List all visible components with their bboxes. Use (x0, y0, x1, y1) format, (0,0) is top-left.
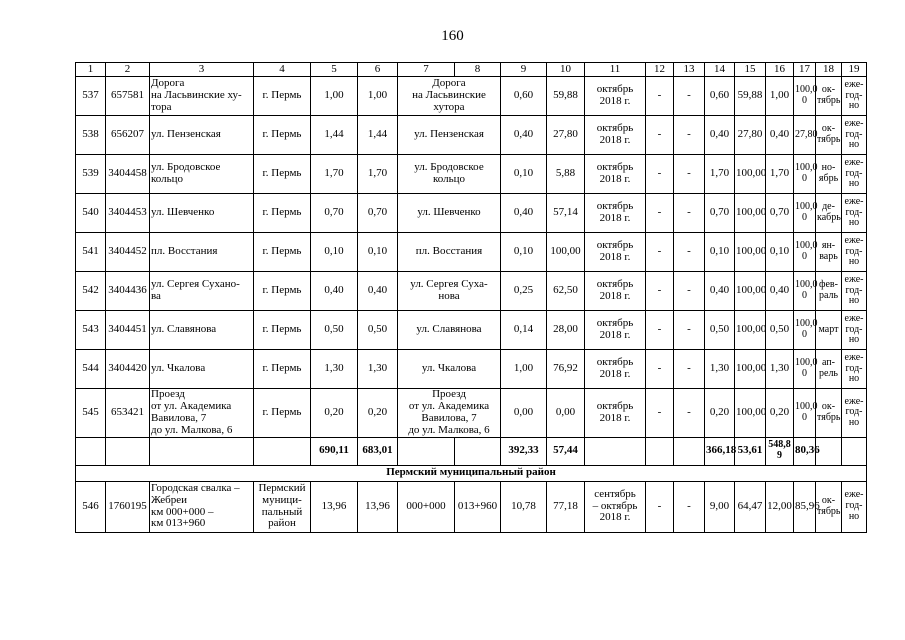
cell-c13: - (674, 194, 705, 233)
cell-c11: октябрь 2018 г. (585, 389, 646, 438)
section-title: Пермский муниципальный район (76, 465, 867, 481)
cell-c6: 1,44 (358, 116, 398, 155)
cell-c16: 12,00 (766, 481, 794, 532)
column-number-3: 3 (150, 63, 254, 77)
cell-c6: 13,96 (358, 481, 398, 532)
cell-c14: 0,50 (705, 311, 735, 350)
cell-c9: 0,10 (501, 155, 547, 194)
cell-c9: 0,25 (501, 272, 547, 311)
cell-c18: фев- раль (816, 272, 842, 311)
cell-code: 3404452 (106, 233, 150, 272)
cell-c10: 59,88 (547, 77, 585, 116)
total-c17: 80,36 (794, 437, 816, 465)
cell-c6: 1,00 (358, 77, 398, 116)
column-number-row (76, 63, 867, 77)
cell-code: 1760195 (106, 481, 150, 532)
total-empty-cell (674, 437, 705, 465)
cell-c12: - (646, 389, 674, 438)
cell-c16: 1,30 (766, 350, 794, 389)
cell-n: 543 (76, 311, 106, 350)
cell-c14: 9,00 (705, 481, 735, 532)
cell-place: г. Пермь (254, 272, 311, 311)
cell-c12: - (646, 350, 674, 389)
cell-c10: 0,00 (547, 389, 585, 438)
cell-c12: - (646, 311, 674, 350)
cell-c11: октябрь 2018 г. (585, 272, 646, 311)
cell-c10: 5,88 (547, 155, 585, 194)
cell-place: г. Пермь (254, 116, 311, 155)
cell-c17: 100,0 0 (794, 350, 816, 389)
cell-c18: март (816, 311, 842, 350)
cell-c11: октябрь 2018 г. (585, 311, 646, 350)
table-row (76, 116, 867, 155)
cell-c5: 0,70 (311, 194, 358, 233)
cell-c16: 0,20 (766, 389, 794, 438)
cell-c10: 27,80 (547, 116, 585, 155)
cell-c17: 100,0 0 (794, 389, 816, 438)
cell-c6: 1,70 (358, 155, 398, 194)
cell-c19: еже- год- но (842, 116, 867, 155)
cell-n: 538 (76, 116, 106, 155)
cell-c16: 1,00 (766, 77, 794, 116)
cell-c15: 100,00 (735, 311, 766, 350)
cell-c18: де- кабрь (816, 194, 842, 233)
cell-c19: еже- год- но (842, 155, 867, 194)
cell-c9: 10,78 (501, 481, 547, 532)
cell-c18: ок- тябрь (816, 389, 842, 438)
cell-code: 657581 (106, 77, 150, 116)
cell-n: 545 (76, 389, 106, 438)
total-empty-cell (646, 437, 674, 465)
cell-c16: 0,40 (766, 272, 794, 311)
cell-c5: 13,96 (311, 481, 358, 532)
total-row (76, 437, 867, 465)
cell-c18: ян- варь (816, 233, 842, 272)
cell-c14: 0,20 (705, 389, 735, 438)
cell-c14: 0,60 (705, 77, 735, 116)
cell-c13: - (674, 233, 705, 272)
cell-c14: 1,70 (705, 155, 735, 194)
cell-c17: 100,0 0 (794, 155, 816, 194)
cell-c78: ул. Бродовское кольцо (398, 155, 501, 194)
cell-c17: 100,0 0 (794, 233, 816, 272)
cell-c15: 100,00 (735, 233, 766, 272)
table-row (76, 272, 867, 311)
cell-code: 3404420 (106, 350, 150, 389)
cell-c10: 57,14 (547, 194, 585, 233)
cell-c15: 27,80 (735, 116, 766, 155)
column-number-5: 5 (311, 63, 358, 77)
column-number-17: 17 (794, 63, 816, 77)
cell-c19: еже- год- но (842, 272, 867, 311)
table-row (76, 194, 867, 233)
cell-place: г. Пермь (254, 155, 311, 194)
cell-c5: 1,44 (311, 116, 358, 155)
cell-c19: еже- год- но (842, 77, 867, 116)
cell-c13: - (674, 77, 705, 116)
cell-code: 3404451 (106, 311, 150, 350)
cell-c19: еже- год- но (842, 194, 867, 233)
cell-place: Пермский муници- пальный район (254, 481, 311, 532)
cell-n: 542 (76, 272, 106, 311)
cell-name: ул. Славянова (150, 311, 254, 350)
cell-c12: - (646, 481, 674, 532)
table-row (76, 233, 867, 272)
cell-c17: 100,0 0 (794, 272, 816, 311)
cell-name: ул. Сергея Сухано- ва (150, 272, 254, 311)
column-number-14: 14 (705, 63, 735, 77)
total-c15: 53,61 (735, 437, 766, 465)
cell-c78: Дорога на Ласьвинские хутора (398, 77, 501, 116)
column-number-18: 18 (816, 63, 842, 77)
cell-c14: 0,70 (705, 194, 735, 233)
cell-c11: сентябрь – октябрь 2018 г. (585, 481, 646, 532)
cell-c12: - (646, 194, 674, 233)
column-number-1: 1 (76, 63, 106, 77)
cell-c6: 0,40 (358, 272, 398, 311)
total-empty-cell (398, 437, 455, 465)
cell-c8: 013+960 (455, 481, 501, 532)
cell-code: 656207 (106, 116, 150, 155)
cell-name: ул. Пензенская (150, 116, 254, 155)
cell-c17: 85,96 (794, 481, 816, 532)
cell-c15: 100,00 (735, 194, 766, 233)
cell-name: ул. Бродовское кольцо (150, 155, 254, 194)
cell-c78: пл. Восстания (398, 233, 501, 272)
column-number-19: 19 (842, 63, 867, 77)
total-empty-cell (254, 437, 311, 465)
cell-n: 546 (76, 481, 106, 532)
cell-c12: - (646, 77, 674, 116)
cell-c10: 77,18 (547, 481, 585, 532)
cell-c9: 1,00 (501, 350, 547, 389)
cell-c16: 0,70 (766, 194, 794, 233)
cell-c19: еже- год- но (842, 481, 867, 532)
cell-c78: ул. Сергея Суха- нова (398, 272, 501, 311)
total-c6: 683,01 (358, 437, 398, 465)
cell-c6: 1,30 (358, 350, 398, 389)
cell-c78: Проезд от ул. Академика Вавилова, 7 до ул. Малкова, 6 (398, 389, 501, 438)
cell-place: г. Пермь (254, 311, 311, 350)
cell-c15: 100,00 (735, 350, 766, 389)
cell-c16: 0,40 (766, 116, 794, 155)
column-number-16: 16 (766, 63, 794, 77)
cell-c18: ок- тябрь (816, 481, 842, 532)
cell-c17: 100,0 0 (794, 194, 816, 233)
column-number-4: 4 (254, 63, 311, 77)
table-row (76, 481, 867, 532)
cell-c78: ул. Пензенская (398, 116, 501, 155)
cell-c10: 28,00 (547, 311, 585, 350)
cell-n: 541 (76, 233, 106, 272)
cell-c19: еже- год- но (842, 350, 867, 389)
cell-name: Городская свалка – Жебреи км 000+000 – км 013+960 (150, 481, 254, 532)
cell-place: г. Пермь (254, 77, 311, 116)
cell-c15: 64,47 (735, 481, 766, 532)
cell-c5: 1,70 (311, 155, 358, 194)
cell-c9: 0,14 (501, 311, 547, 350)
cell-c13: - (674, 272, 705, 311)
cell-c10: 100,00 (547, 233, 585, 272)
cell-c5: 0,40 (311, 272, 358, 311)
cell-c19: еже- год- но (842, 311, 867, 350)
column-number-9: 9 (501, 63, 547, 77)
cell-code: 3404453 (106, 194, 150, 233)
cell-c6: 0,70 (358, 194, 398, 233)
total-empty-cell (455, 437, 501, 465)
cell-c10: 76,92 (547, 350, 585, 389)
table-row (76, 350, 867, 389)
cell-place: г. Пермь (254, 389, 311, 438)
cell-c14: 0,10 (705, 233, 735, 272)
total-c10: 57,44 (547, 437, 585, 465)
cell-c15: 100,00 (735, 272, 766, 311)
column-number-13: 13 (674, 63, 705, 77)
cell-c16: 1,70 (766, 155, 794, 194)
column-number-15: 15 (735, 63, 766, 77)
cell-c19: еже- год- но (842, 233, 867, 272)
cell-c11: октябрь 2018 г. (585, 77, 646, 116)
cell-c18: ок- тябрь (816, 116, 842, 155)
table-row (76, 155, 867, 194)
cell-c10: 62,50 (547, 272, 585, 311)
total-c14: 366,18 (705, 437, 735, 465)
cell-c17: 27,80 (794, 116, 816, 155)
cell-name: Проезд от ул. Академика Вавилова, 7 до ул. Малкова, 6 (150, 389, 254, 438)
total-c5: 690,11 (311, 437, 358, 465)
cell-c9: 0,40 (501, 116, 547, 155)
cell-c12: - (646, 233, 674, 272)
cell-c12: - (646, 155, 674, 194)
cell-c13: - (674, 155, 705, 194)
cell-c17: 100,0 0 (794, 311, 816, 350)
cell-c13: - (674, 350, 705, 389)
cell-c13: - (674, 311, 705, 350)
cell-c9: 0,60 (501, 77, 547, 116)
column-number-12: 12 (646, 63, 674, 77)
cell-place: г. Пермь (254, 350, 311, 389)
cell-c5: 0,20 (311, 389, 358, 438)
cell-c78: ул. Чкалова (398, 350, 501, 389)
cell-c11: октябрь 2018 г. (585, 155, 646, 194)
cell-c16: 0,10 (766, 233, 794, 272)
cell-c12: - (646, 116, 674, 155)
section-row (76, 465, 867, 481)
cell-c15: 59,88 (735, 77, 766, 116)
cell-c18: ок- тябрь (816, 77, 842, 116)
column-number-11: 11 (585, 63, 646, 77)
cell-n: 537 (76, 77, 106, 116)
cell-c18: ап- рель (816, 350, 842, 389)
cell-c6: 0,50 (358, 311, 398, 350)
cell-name: пл. Восстания (150, 233, 254, 272)
total-empty-cell (585, 437, 646, 465)
cell-n: 540 (76, 194, 106, 233)
cell-c6: 0,10 (358, 233, 398, 272)
total-empty-cell (150, 437, 254, 465)
table-row (76, 311, 867, 350)
cell-n: 544 (76, 350, 106, 389)
cell-c9: 0,00 (501, 389, 547, 438)
cell-c19: еже- год- но (842, 389, 867, 438)
cell-c5: 1,30 (311, 350, 358, 389)
table-row (76, 389, 867, 438)
cell-c18: но- ябрь (816, 155, 842, 194)
cell-c7: 000+000 (398, 481, 455, 532)
cell-c78: ул. Шевченко (398, 194, 501, 233)
cell-c5: 0,10 (311, 233, 358, 272)
cell-c9: 0,10 (501, 233, 547, 272)
cell-c13: - (674, 389, 705, 438)
cell-c9: 0,40 (501, 194, 547, 233)
total-c16: 548,8 9 (766, 437, 794, 465)
total-empty-cell (76, 437, 106, 465)
cell-c5: 1,00 (311, 77, 358, 116)
cell-code: 3404458 (106, 155, 150, 194)
cell-c78: ул. Славянова (398, 311, 501, 350)
cell-c14: 0,40 (705, 272, 735, 311)
road-data-table (75, 62, 867, 533)
cell-name: ул. Шевченко (150, 194, 254, 233)
cell-c11: октябрь 2018 г. (585, 350, 646, 389)
cell-c11: октябрь 2018 г. (585, 194, 646, 233)
cell-n: 539 (76, 155, 106, 194)
column-number-8: 8 (455, 63, 501, 77)
page-number: 160 (441, 28, 464, 44)
cell-c11: октябрь 2018 г. (585, 233, 646, 272)
cell-place: г. Пермь (254, 233, 311, 272)
cell-code: 653421 (106, 389, 150, 438)
column-number-7: 7 (398, 63, 455, 77)
column-number-10: 10 (547, 63, 585, 77)
cell-c13: - (674, 481, 705, 532)
column-number-2: 2 (106, 63, 150, 77)
cell-c11: октябрь 2018 г. (585, 116, 646, 155)
cell-c6: 0,20 (358, 389, 398, 438)
total-empty-cell (842, 437, 867, 465)
cell-name: Дорога на Ласьвинские ху- тора (150, 77, 254, 116)
cell-c15: 100,00 (735, 389, 766, 438)
total-empty-cell (106, 437, 150, 465)
column-number-6: 6 (358, 63, 398, 77)
cell-code: 3404436 (106, 272, 150, 311)
cell-c16: 0,50 (766, 311, 794, 350)
cell-c12: - (646, 272, 674, 311)
cell-c5: 0,50 (311, 311, 358, 350)
cell-c17: 100,0 0 (794, 77, 816, 116)
cell-place: г. Пермь (254, 194, 311, 233)
total-c9: 392,33 (501, 437, 547, 465)
cell-c14: 1,30 (705, 350, 735, 389)
cell-c14: 0,40 (705, 116, 735, 155)
cell-c15: 100,00 (735, 155, 766, 194)
cell-name: ул. Чкалова (150, 350, 254, 389)
table-row (76, 77, 867, 116)
cell-c13: - (674, 116, 705, 155)
